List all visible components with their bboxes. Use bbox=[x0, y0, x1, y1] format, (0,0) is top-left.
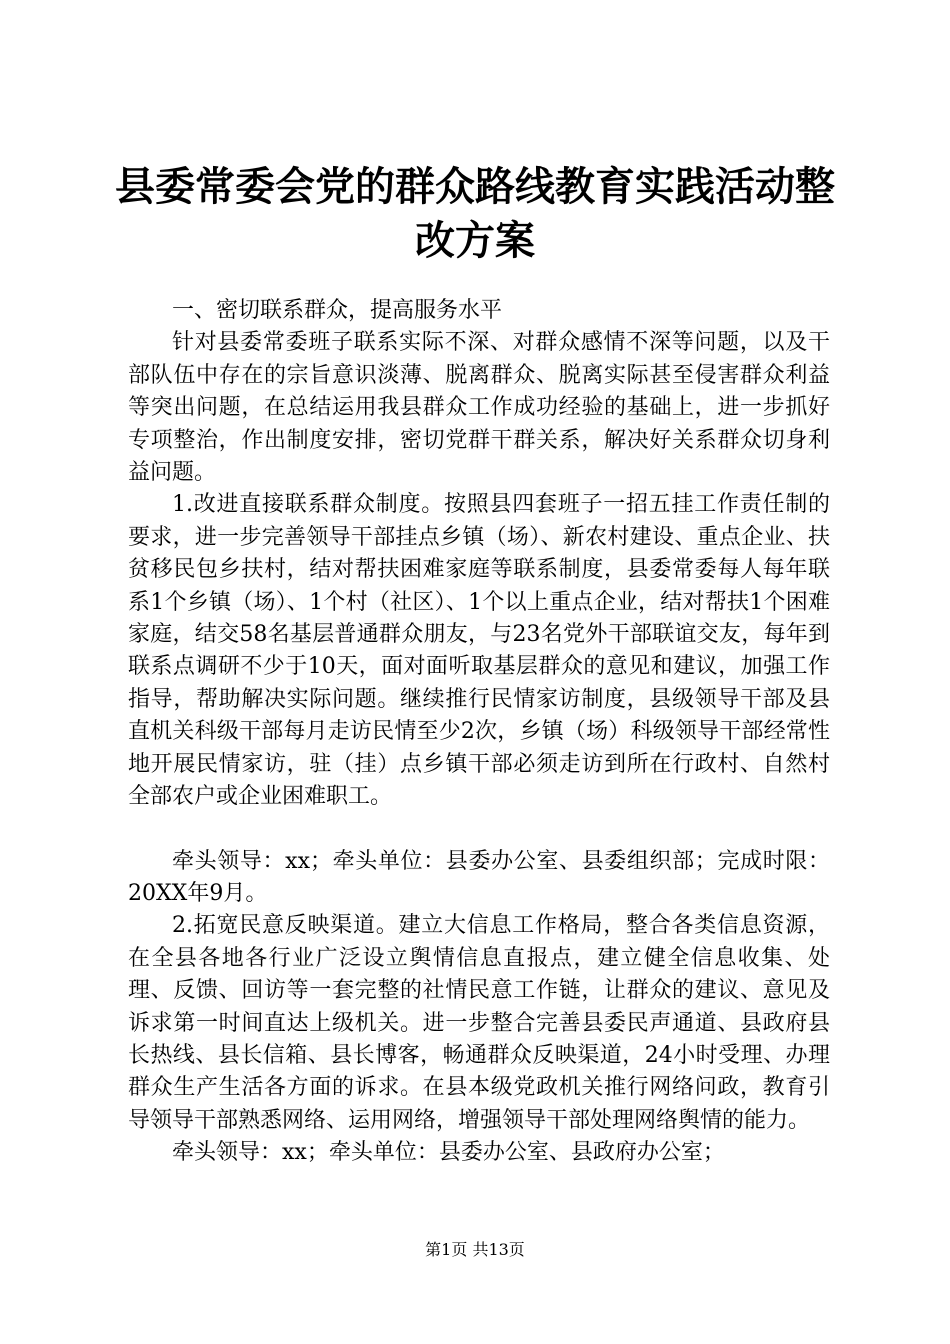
paragraph-gap bbox=[128, 814, 830, 846]
document-body bbox=[128, 295, 830, 1170]
paragraph-responsibility-2: 牵头领导：xx；牵头单位：县委办公室、县政府办公室； bbox=[172, 1140, 725, 1166]
document-title: 县委常委会党的群众路线教育实践活动整改方案 bbox=[115, 164, 835, 264]
paragraph-item-2: 2.拓宽民意反映渠道。建立大信息工作格局，整合各类信息资源，在全县各地各行业广泛设立舆情信息直报点，建立健全信息收集、处理、反馈、回访等一套完整的社情民意工作链，让群众的建议、意见及诉求第一时间直达上级机关。进一步整合完善县委民声通道、县政府县长热线、县长信箱、县长博客，畅通群众反映渠道，24小时受理、办理群众生产生活各方面的诉求。在县本级党政机关推行网络问政，教育引导领导干部熟悉网络、运用网络，增强领导干部处理网络舆情的能力。 bbox=[128, 913, 830, 1133]
page-number: 第1页 共13页 bbox=[425, 1240, 525, 1259]
paragraph-intro: 针对县委常委班子联系实际不深、对群众感情不深等问题，以及干部队伍中存在的宗旨意识淡薄、脱离群众、脱离实际甚至侵害群众利益等突出问题，在总结运用我县群众工作成功经验的基础上，进一步抓好专项整治，作出制度安排，密切党群干群关系，解决好关系群众切身利益问题。 bbox=[128, 330, 830, 486]
paragraph-responsibility-1: 牵头领导：xx；牵头单位：县委办公室、县委组织部；完成时限：20XX年9月。 bbox=[128, 848, 830, 906]
section-heading: 一、密切联系群众，提高服务水平 bbox=[172, 298, 503, 323]
paragraph-item-1: 1.改进直接联系群众制度。按照县四套班子一招五挂工作责任制的要求，进一步完善领导干部挂点乡镇（场）、新农村建设、重点企业、扶贫移民包乡扶村，结对帮扶困难家庭等联系制度，县委常委每人每年联系1个乡镇（场）、1个村（社区）、1个以上重点企业，结对帮扶1个困难家庭，结交58名基层普通群众朋友，与23名党外干部联谊交友，每年到联系点调研不少于10天，面对面听取基层群众的意见和建议，加强工作指导，帮助解决实际问题。继续推行民情家访制度，县级领导干部及县直机关科级干部每月走访民情至少2次，乡镇（场）科级领导干部经常性地开展民情家访，驻（挂）点乡镇干部必须走访到所在行政村、自然村全部农户或企业困难职工。 bbox=[128, 492, 830, 810]
